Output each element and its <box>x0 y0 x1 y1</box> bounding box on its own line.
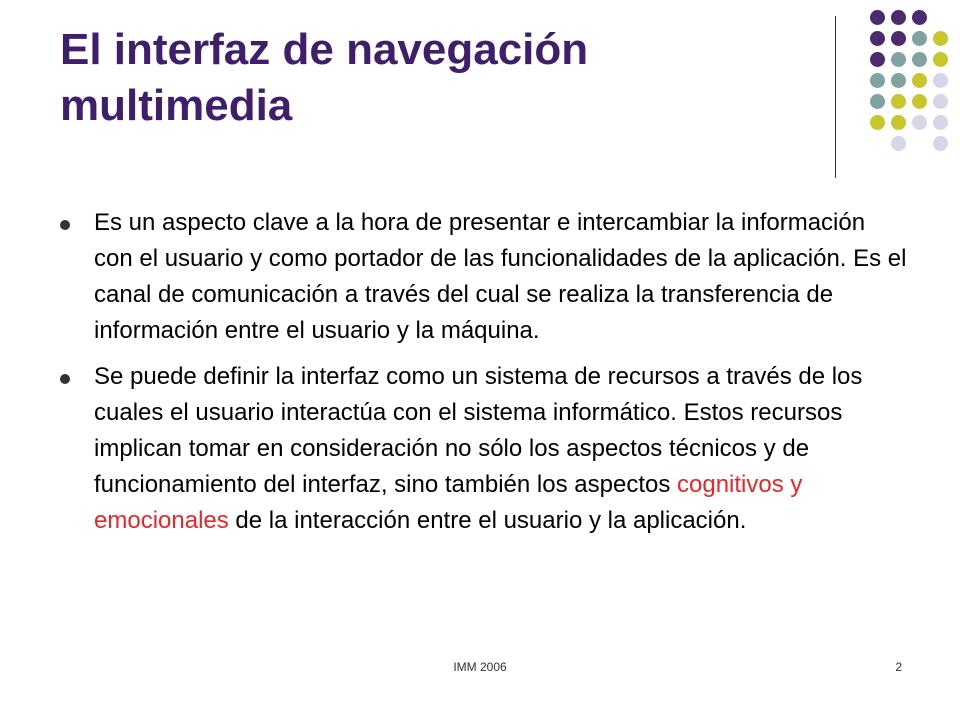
title-divider-line <box>835 16 836 178</box>
slide-title: El interfaz de navegación multimedia <box>60 25 589 130</box>
bullet-text: Se puede definir la interfaz como un sistema de recursos a través de los cuales el usuario interactúa con el sistema informático. Estos recursos implican tomar en consideración no sólo los aspectos técnicos y de funcionamiento del interfaz, sino también los aspectos <box>94 363 863 498</box>
bullet-dot-icon <box>60 374 70 384</box>
decorative-dot <box>870 31 885 46</box>
bullet-text-continued: de la interacción entre el usuario y la aplicación. <box>228 507 747 534</box>
decorative-dot <box>891 52 906 67</box>
decorative-dot <box>933 73 948 88</box>
decorative-dot <box>870 10 885 25</box>
decorative-dot <box>870 94 885 109</box>
decorative-dot <box>912 31 927 46</box>
decorative-dot <box>912 94 927 109</box>
bullet-item <box>60 205 910 349</box>
decorative-dot <box>891 31 906 46</box>
decorative-dot <box>891 10 906 25</box>
decorative-dot <box>933 94 948 109</box>
decorative-dot <box>870 52 885 67</box>
decorative-dot <box>912 115 927 130</box>
decorative-dot <box>933 31 948 46</box>
decorative-dot <box>891 115 906 130</box>
page-number: 2 <box>895 660 902 674</box>
decorative-dot <box>891 73 906 88</box>
bullet-highlight-text: cognitivos y emocionales <box>94 471 803 534</box>
footer-label: IMM 2006 <box>453 660 507 674</box>
decorative-dot <box>870 115 885 130</box>
decorative-dot <box>933 136 948 151</box>
decorative-dot-grid <box>845 10 955 160</box>
bullet-list <box>60 205 910 549</box>
decorative-dot <box>912 52 927 67</box>
decorative-dot <box>912 73 927 88</box>
decorative-dot <box>912 10 927 25</box>
decorative-dot <box>933 115 948 130</box>
bullet-text: Es un aspecto clave a la hora de presentar e intercambiar la información con el usuario y como portador de las funcionalidades de la aplicación. Es el canal de comunicación a través del cual se realiza la transferencia de información entre el usuario y la máquina. <box>94 209 907 344</box>
bullet-item <box>60 359 910 539</box>
decorative-dot <box>870 73 885 88</box>
decorative-dot <box>891 94 906 109</box>
decorative-dot <box>891 136 906 151</box>
decorative-dot <box>933 52 948 67</box>
bullet-dot-icon <box>60 220 70 230</box>
